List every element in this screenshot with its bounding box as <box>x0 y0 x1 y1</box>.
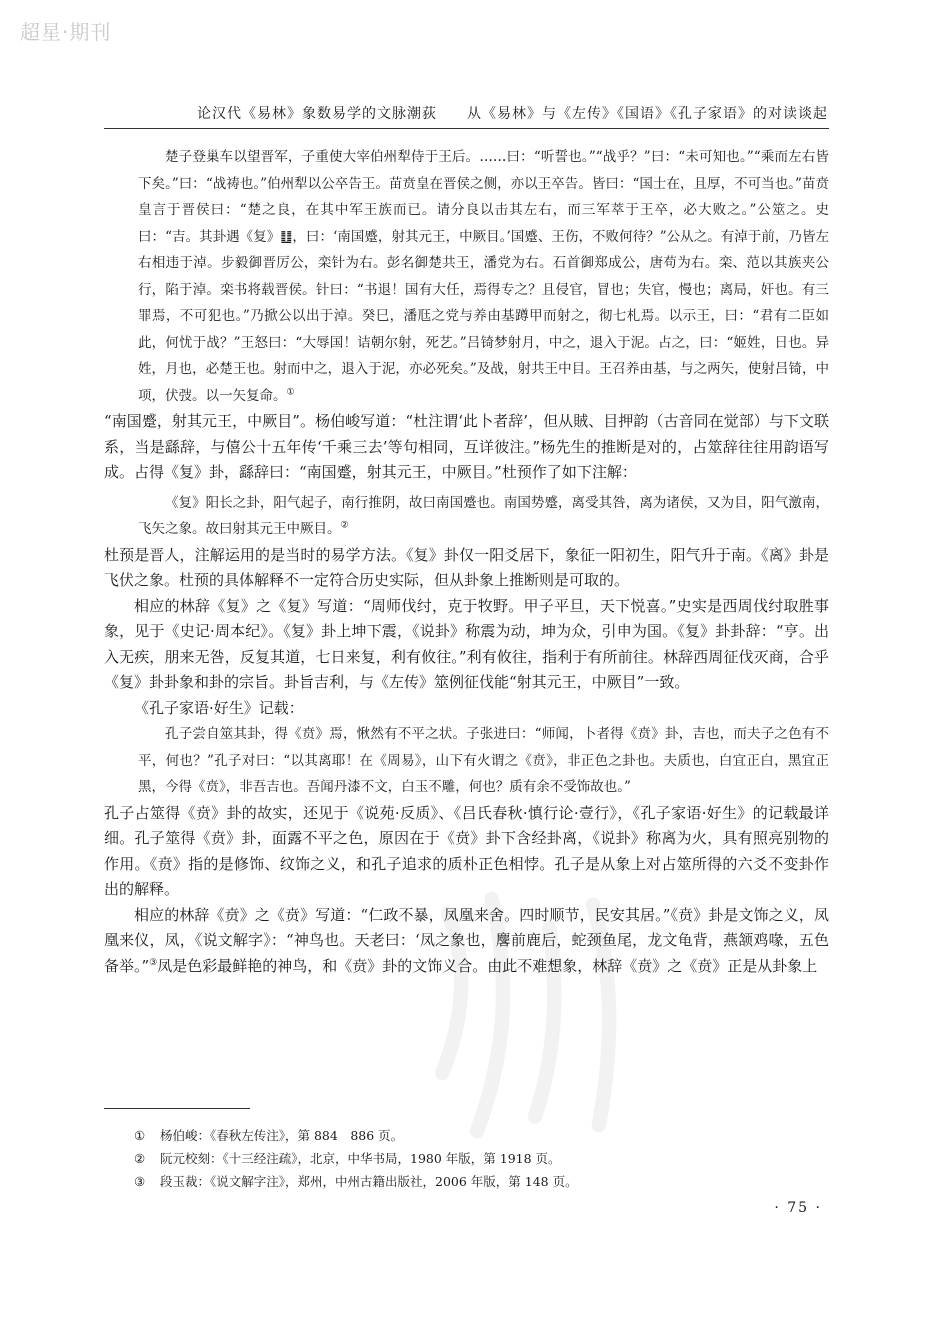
block-quote-zuozhuan: 楚子登巢车以望晋军，子重使大宰伯州犁侍于王后。……曰：“听誓也。”“战乎？”曰：“未可知也。”“乘而左右皆下矣。”曰：“战祷也。”伯州犁以公卒告王。苗贲皇在晋侯之侧，亦以王卒告。皆曰：“国士在，且厚，不可当也。”苗贲皇言于晋侯曰：“楚之良，在其中军王族而已。请分良以击其左右，而三军萃于王卒，必大败之。”公筮之。史曰：“吉。其卦遇《复》䷗，曰：‘南国蹙，射其元王，中厥目。’国蹙、王伤，不败何待？”公从之。有淖于前，乃皆左右相违于淖。步毅御晋厉公，栾针为右。彭名御楚共王，潘党为右。石首御郑成公，唐苟为右。栾、范以其族夹公行，陷于淖。栾书将载晋侯。针曰：“书退！国有大任，焉得专之？且侵官，冒也；失官，慢也；离局，奸也。有三罪焉，不可犯也。”乃掀公以出于淖。癸巳，潘尫之党与养由基蹲甲而射之，彻七札焉。以示王，曰：“君有二臣如此，何忧于战？”王怒曰：“大辱国！诘朝尔射，死艺。”吕锜梦射月，中之，退入于泥。占之，曰：“姬姓，日也。异姓，月也，必楚王也。射而中之，退入于泥，亦必死矣。”及战，射共王中目。王召养由基，与之两矢，使射吕锜，中项，伏弢。以一矢复命。① <box>138 149 829 404</box>
paragraph-3: 相应的林辞《复》之《复》写道：“周师伐纣，克于牧野。甲子平旦，天下悦喜。”史实是西周伐纣取胜事象，见于《史记·周本纪》。《复》卦上坤下震，《说卦》称震为动，坤为众，引申为国。《复》卦卦辞：“亨。出入无疾，朋来无咎，反复其道，七日来复，利有攸往。”利有攸往，指利于有所前往。林辞西周征伐灭商，合乎《复》卦卦象和卦的宗旨。卦旨吉利，与《左传》筮例征伐能“射其元王，中厥目”一致。 <box>104 596 829 691</box>
paragraph-6: 相应的林辞《贲》之《贲》写道：“仁政不暴，凤凰来舍。四时顺节，民安其居。”《贲》卦是文饰之义，凤凰来仪，凤，《说文解字》：“神鸟也。天老曰：‘凤之象也，麐前鹿后，蛇颈鱼尾，龙文龟背，燕颔鸡喙，五色备举。”③凤是色彩最鲜艳的神鸟，和《贲》卦的文饰义合。由此不难想象，林辞《贲》之《贲》正是从卦象上 <box>104 905 829 975</box>
paragraph-1: “南国蹙，射其元王，中厥目”。杨伯峻写道：“杜注谓‘此卜者辞’，但从賊、目押韵（古音同在觉部）与下文联系，当是繇辞，与僖公十五年传‘千乘三去’等句相同，互详彼注。”杨先生的推断是对的，占筮辞往往用韵语写成。占得《复》卦，繇辞曰：“南国蹙，射其元王，中厥目。”杜预作了如下注解： <box>104 412 829 481</box>
paragraph-4: 《孔子家语·好生》记载： <box>134 698 304 717</box>
footnote-text: 阮元校刻：《十三经注疏》，北京，中华书局，1980 年版，第 1918 页。 <box>160 1151 561 1166</box>
footnote-ref-2[interactable]: ② <box>340 520 349 531</box>
footnotes <box>134 1124 824 1193</box>
header-rule <box>104 128 829 129</box>
footnote-mark: ① <box>134 1128 146 1143</box>
footnote-ref-1[interactable]: ① <box>286 387 295 397</box>
page-number: · 75 · <box>774 1200 822 1216</box>
footnote <box>134 1170 824 1193</box>
footnote-text: 段玉裁：《说文解字注》，郑州，中州古籍出版社，2006 年版，第 148 页。 <box>160 1174 578 1189</box>
publisher-logo: 超星·期刊 <box>20 20 112 44</box>
block-quote-jiayu: 孔子尝自筮其卦，得《贲》焉，愀然有不平之状。子张进曰：“师闻，卜者得《贲》卦，吉也，而夫子之色有不平，何也？”孔子对曰：“以其离耶！在《周易》，山下有火谓之《贲》，非正色之卦也。夫质也，白宜正白，黑宜正黑，今得《贲》，非吾吉也。吾闻丹漆不文，白玉不雕，何也？质有余不受饰故也。” <box>138 726 829 795</box>
footnote-mark: ③ <box>134 1174 146 1189</box>
footnote-ref-3[interactable]: ③ <box>149 957 158 968</box>
article-body <box>104 144 829 979</box>
paragraph-2: 杜预是晋人，注解运用的是当时的易学方法。《复》卦仅一阳爻居下，象征一阳初生，阳气升于南。《离》卦是飞伏之象。杜预的具体解释不一定符合历史实际，但从卦象上推断则是可取的。 <box>104 545 829 589</box>
paragraph-5: 孔子占筮得《贲》卦的故实，还见于《说苑·反质》、《吕氏春秋·慎行论·壹行》，《孔子家语·好生》的记载最详细。孔子筮得《贲》卦，面露不平之色，原因在于《贲》卦下含经卦离，《说卦》称离为火，具有照亮别物的作用。《贲》指的是修饰、纹饰之义，和孔子追求的质朴正色相悖。孔子是从象上对占筮所得的六爻不变卦作出的解释。 <box>104 803 829 898</box>
footnote-rule <box>104 1108 250 1109</box>
running-head: 论汉代《易林》象数易学的文脉潮荻 从《易林》与《左传》《国语》《孔子家语》的对读谈起 <box>197 106 828 122</box>
block-quote-duyu: 《复》阳长之卦，阳气起子，南行推阴，故曰南国蹙也。南国势蹙，离受其咎，离为诸侯，又为目，阳气激南，飞矢之象。故曰射其元王中厥目。② <box>138 494 829 537</box>
footnote-text: 杨伯峻：《春秋左传注》，第 884 886 页。 <box>160 1128 404 1143</box>
footnote <box>134 1124 824 1147</box>
footnote <box>134 1147 824 1170</box>
footnote-mark: ② <box>134 1151 146 1166</box>
